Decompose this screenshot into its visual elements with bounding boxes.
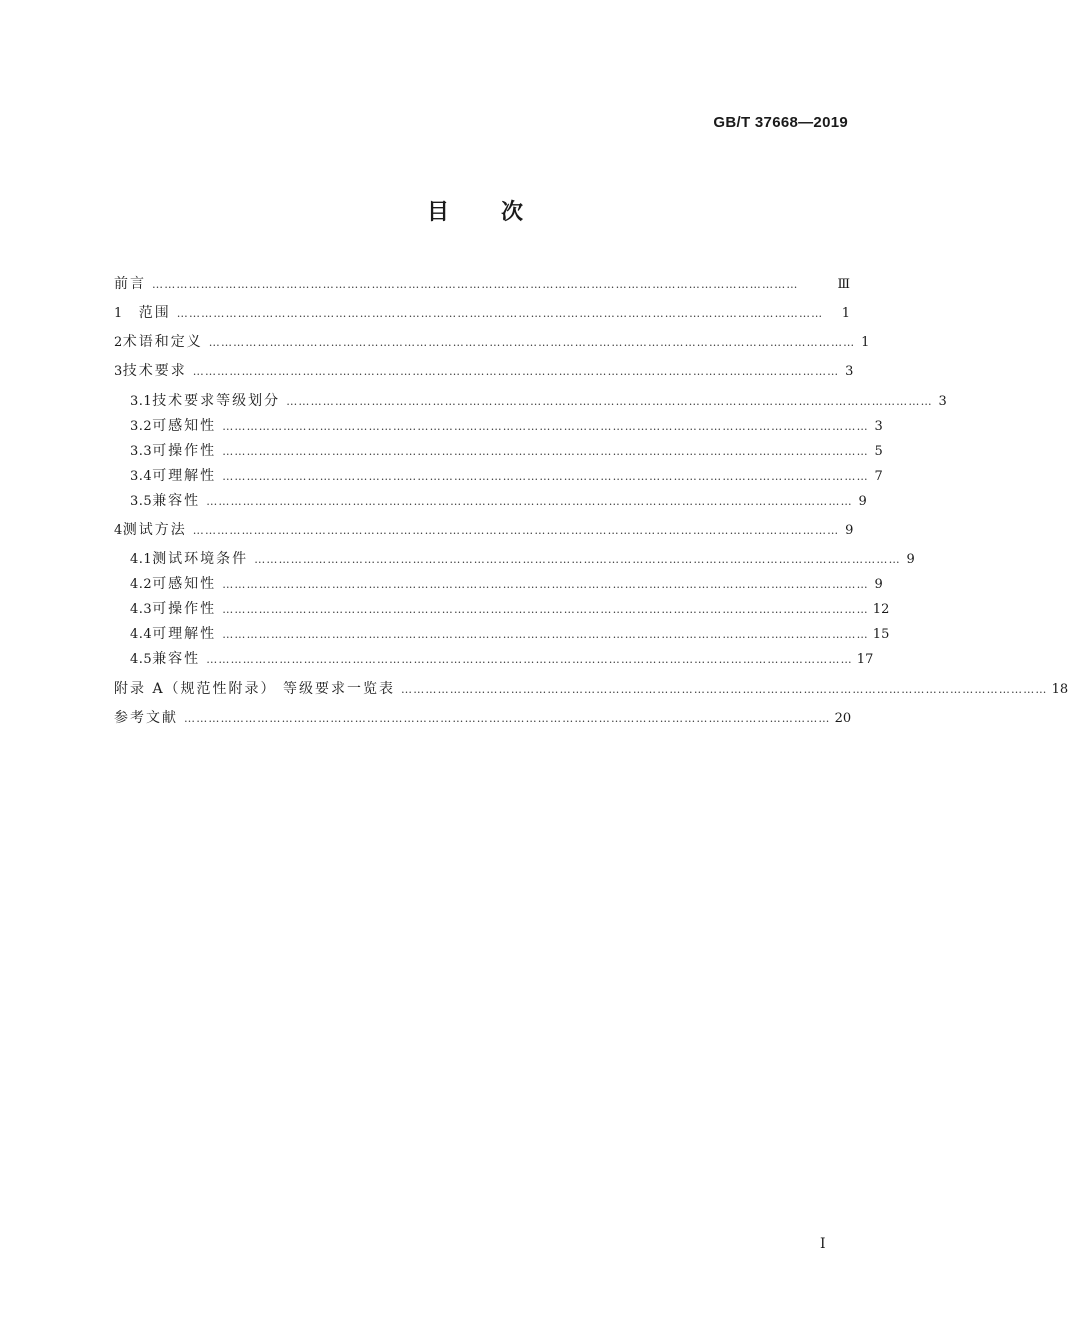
toc-entry-number: 3.1 — [130, 394, 153, 409]
toc-entry-label: 可感知性 — [152, 418, 217, 434]
toc-entry-page: 9 — [874, 577, 883, 592]
toc-entry-page: 9 — [845, 523, 854, 538]
toc-entry-number: 1 — [114, 306, 123, 321]
toc-entry-page: 3 — [845, 364, 854, 379]
toc-entry-label: 技术要求等级划分 — [152, 393, 281, 409]
dot-leader: …………………………………………………………………………………………………………………………………………… — [222, 470, 869, 483]
toc-entry-label: 可感知性 — [152, 576, 217, 592]
toc-entry-label: 可操作性 — [152, 443, 217, 459]
toc-entry-label: 兼容性 — [152, 651, 201, 667]
toc-entry-label: 测试环境条件 — [152, 551, 249, 567]
standard-code: GB/T 37668—2019 — [713, 114, 848, 131]
dot-leader: …………………………………………………………………………………………………………………………………………… — [176, 307, 824, 320]
toc-entry-number: 3.3 — [130, 444, 153, 459]
toc-entry-1[interactable] — [114, 303, 850, 323]
toc-entry-3-4[interactable] — [130, 466, 883, 486]
toc-entry-page: 12 — [872, 602, 890, 617]
toc-entry-number: 4.5 — [130, 652, 153, 667]
dot-leader: …………………………………………………………………………………………………………………………………………… — [254, 553, 901, 566]
toc-entry-4-5[interactable] — [130, 649, 874, 669]
dot-leader: …………………………………………………………………………………………………………………………………………… — [401, 683, 1048, 696]
toc-entry-4-1[interactable] — [130, 549, 915, 569]
toc-entry-label: 可理解性 — [152, 468, 217, 484]
toc-entry-3-2[interactable] — [130, 416, 883, 436]
toc-entry-page: 18 — [1051, 682, 1068, 697]
toc-entry-number: 3.4 — [130, 469, 153, 484]
toc-entry-page: Ⅲ — [837, 277, 850, 292]
dot-leader: …………………………………………………………………………………………………………………………………………… — [222, 420, 869, 433]
toc-entry-number: 3 — [114, 364, 123, 379]
dot-leader: …………………………………………………………………………………………………………………………………………… — [206, 653, 853, 666]
page-folio: I — [820, 1236, 826, 1252]
dot-leader: …………………………………………………………………………………………………………………………………………… — [208, 336, 856, 349]
dot-leader: …………………………………………………………………………………………………………………………………………… — [222, 628, 869, 641]
toc-entry-foreword[interactable] — [114, 274, 850, 294]
toc-entry-page: 9 — [906, 552, 915, 567]
toc-entry-4[interactable] — [114, 520, 854, 540]
toc-entry-3-5[interactable] — [130, 491, 867, 511]
toc-entry-bibliography[interactable] — [114, 708, 850, 728]
dot-leader: …………………………………………………………………………………………………………………………………………… — [192, 524, 840, 537]
toc-entry-number: 4 — [114, 523, 123, 538]
toc-entry-3-1[interactable] — [130, 391, 947, 411]
dot-leader: …………………………………………………………………………………………………………………………………………… — [222, 603, 869, 616]
toc-entry-number: 4.2 — [130, 577, 153, 592]
toc-entry-number: 4.1 — [130, 552, 153, 567]
toc-entry-3-3[interactable] — [130, 441, 883, 461]
toc-entry-2[interactable] — [114, 332, 870, 352]
toc-entry-page: 20 — [834, 711, 852, 726]
toc-entry-number: 4.3 — [130, 602, 153, 617]
toc-entry-page: 7 — [874, 469, 883, 484]
dot-leader: …………………………………………………………………………………………………………………………………………… — [222, 445, 869, 458]
toc-entry-label: 可操作性 — [152, 601, 217, 617]
toc-entry-page: 15 — [872, 627, 890, 642]
dot-leader: …………………………………………………………………………………………………………………………………………… — [206, 495, 853, 508]
toc-title: 目次 — [426, 200, 575, 225]
toc-entry-label: 术语和定义 — [122, 334, 203, 350]
toc-entry-label: 测试方法 — [122, 522, 187, 538]
dot-leader: …………………………………………………………………………………………………………………………………………… — [184, 712, 831, 725]
toc-entry-page: 3 — [874, 419, 883, 434]
toc-entry-page: 1 — [861, 335, 870, 350]
toc-entry-page: 5 — [874, 444, 883, 459]
toc-entry-label: 前言 — [114, 276, 146, 292]
toc-entry-page: 9 — [858, 494, 867, 509]
toc-entry-page: 3 — [938, 394, 947, 409]
toc-entry-number: 3.5 — [130, 494, 153, 509]
toc-entry-4-4[interactable] — [130, 624, 890, 644]
toc-entry-4-3[interactable] — [130, 599, 890, 619]
toc-entry-label: 范围 — [138, 305, 171, 321]
toc-entry-label: 技术要求 — [122, 363, 187, 379]
dot-leader: …………………………………………………………………………………………………………………………………………… — [152, 278, 799, 291]
dot-leader: …………………………………………………………………………………………………………………………………………… — [192, 365, 840, 378]
toc-entry-label: 可理解性 — [152, 626, 217, 642]
toc-entry-page: 1 — [841, 306, 850, 321]
toc-entry-label: 参考文献 — [114, 710, 178, 726]
toc-entry-annex-a[interactable] — [114, 679, 1068, 699]
toc-entry-label: 附录 A（规范性附录） 等级要求一览表 — [114, 681, 396, 697]
toc-entry-page: 17 — [856, 652, 874, 667]
toc-entry-number: 3.2 — [130, 419, 153, 434]
toc-entry-3[interactable] — [114, 361, 854, 381]
toc-entry-4-2[interactable] — [130, 574, 883, 594]
toc-entry-number: 2 — [114, 335, 123, 350]
dot-leader: …………………………………………………………………………………………………………………………………………… — [222, 578, 869, 591]
toc-entry-number: 4.4 — [130, 627, 153, 642]
toc-entry-label: 兼容性 — [152, 493, 201, 509]
dot-leader: …………………………………………………………………………………………………………………………………………… — [286, 395, 933, 408]
